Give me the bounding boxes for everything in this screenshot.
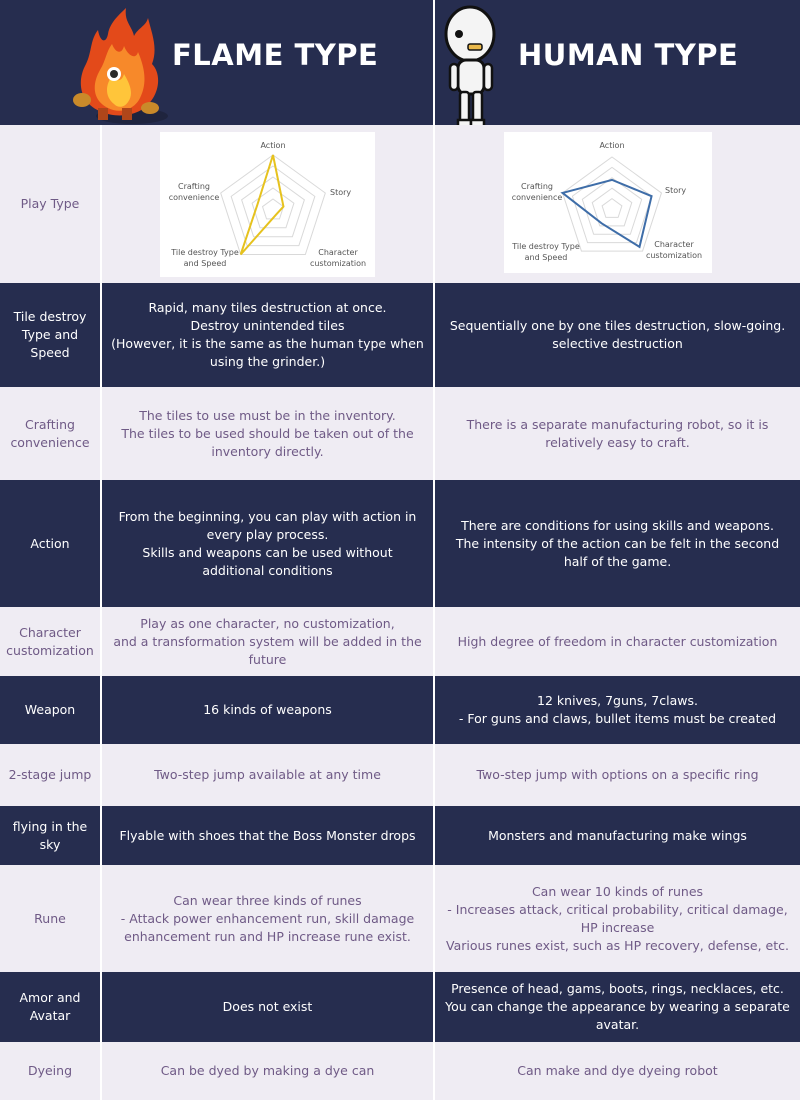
table-row <box>0 480 800 607</box>
axis-label-character: Character customization <box>309 248 367 268</box>
human-cell: Presence of head, gams, boots, rings, necklaces, etc. You can change the appearance by wearing a separate avatar. <box>445 981 790 1032</box>
human-radar-chart <box>504 132 712 273</box>
table-row <box>0 387 800 480</box>
axis-label-character: Character customization <box>645 240 703 260</box>
row-label: Character customization <box>6 624 94 658</box>
table-header <box>0 0 800 125</box>
axis-label-tile: Tile destroy Type and Speed <box>171 248 239 268</box>
table-row <box>0 972 800 1042</box>
flame-cell: Flyable with shoes that the Boss Monster drops <box>119 827 416 843</box>
header-divider <box>433 0 435 125</box>
table-row <box>0 283 800 387</box>
table-row <box>0 676 800 744</box>
row-label: Tile destroy Type and Speed <box>13 309 87 360</box>
row-label: Rune <box>34 910 66 926</box>
row-label: Crafting convenience <box>10 416 90 450</box>
table-row <box>0 806 800 865</box>
axis-label-story: Story <box>330 188 352 197</box>
table-row <box>0 607 800 676</box>
flame-cell: The tiles to use must be in the inventory. The tiles to be used should be taken out of the inventory directly. <box>121 407 414 459</box>
human-cell: Sequentially one by one tiles destruction, slow-going. selective destruction <box>449 318 786 351</box>
row-label: Action <box>30 535 70 551</box>
human-cell: Can make and dye dyeing robot <box>517 1063 718 1078</box>
column-divider <box>433 125 435 283</box>
flame-cell: Can wear three kinds of runes - Attack power enhancement run, skill damage enhancement run and HP increase rune exist. <box>120 892 415 944</box>
human-cell: Two-step jump with options on a specific ring <box>476 767 759 782</box>
human-cell: Can wear 10 kinds of runes - Increases attack, critical probability, critical damage, HP increase Various runes exist, such as HP recovery, defense, etc. <box>446 883 789 953</box>
axis-label-crafting: Crafting convenience <box>168 182 220 202</box>
table-row <box>0 744 800 806</box>
column-divider <box>100 125 102 283</box>
table-row <box>0 865 800 972</box>
row-label: Dyeing <box>27 1063 73 1078</box>
radar-grid-ring <box>252 188 294 228</box>
table-row <box>0 1042 800 1100</box>
row-label: flying in the sky <box>12 818 88 852</box>
row-label: Weapon <box>24 702 76 717</box>
flame-type-title: FLAME TYPE <box>172 38 379 72</box>
human-cell: 12 knives, 7guns, 7claws. - For guns and claws, bullet items must be created <box>458 693 777 726</box>
flame-radar-chart <box>160 132 375 277</box>
axis-label-story: Story <box>665 186 687 195</box>
radar-grid <box>221 155 326 254</box>
axis-label-action: Action <box>599 141 625 150</box>
table-row-play-type <box>0 125 800 283</box>
row-label: Amor and Avatar <box>19 990 81 1023</box>
human-cell: There is a separate manufacturing robot, so it is relatively easy to craft. <box>466 416 769 450</box>
radar-grid-ring <box>602 199 622 218</box>
flame-cell: Play as one character, no customization, and a transformation system will be added in the future <box>113 615 422 667</box>
human-type-title: HUMAN TYPE <box>518 38 739 72</box>
radar-grid-ring <box>221 155 326 254</box>
row-label: 2-stage jump <box>8 767 92 782</box>
flame-cell: Can be dyed by making a dye can <box>160 1063 375 1078</box>
flame-cell: 16 kinds of weapons <box>203 702 332 717</box>
axis-label-crafting: Crafting convenience <box>511 182 563 202</box>
flame-cell: From the beginning, you can play with action in every play process. Skills and weapons can be used without additional conditions <box>118 508 417 578</box>
axis-label-action: Action <box>260 141 286 150</box>
flame-radar-svg <box>160 132 375 277</box>
axis-label-tile: Tile destroy Type and Speed <box>512 242 580 262</box>
flame-character-icon <box>62 4 172 128</box>
human-cell: There are conditions for using skills and weapons. The intensity of the action can be felt in the second half of the game. <box>455 517 780 569</box>
flame-cell: Rapid, many tiles destruction at once. Destroy unintended tiles (However, it is the same as the human type when using the grinder.) <box>111 300 424 369</box>
radar-series-flame <box>241 155 284 254</box>
human-character-icon <box>440 4 504 132</box>
flame-cell: Does not exist <box>222 999 313 1014</box>
row-label: Play Type <box>20 196 80 211</box>
human-radar-svg <box>504 132 712 273</box>
flame-cell: Two-step jump available at any time <box>154 767 381 782</box>
human-cell: Monsters and manufacturing make wings <box>488 827 747 843</box>
human-cell: High degree of freedom in character customization <box>457 633 778 649</box>
